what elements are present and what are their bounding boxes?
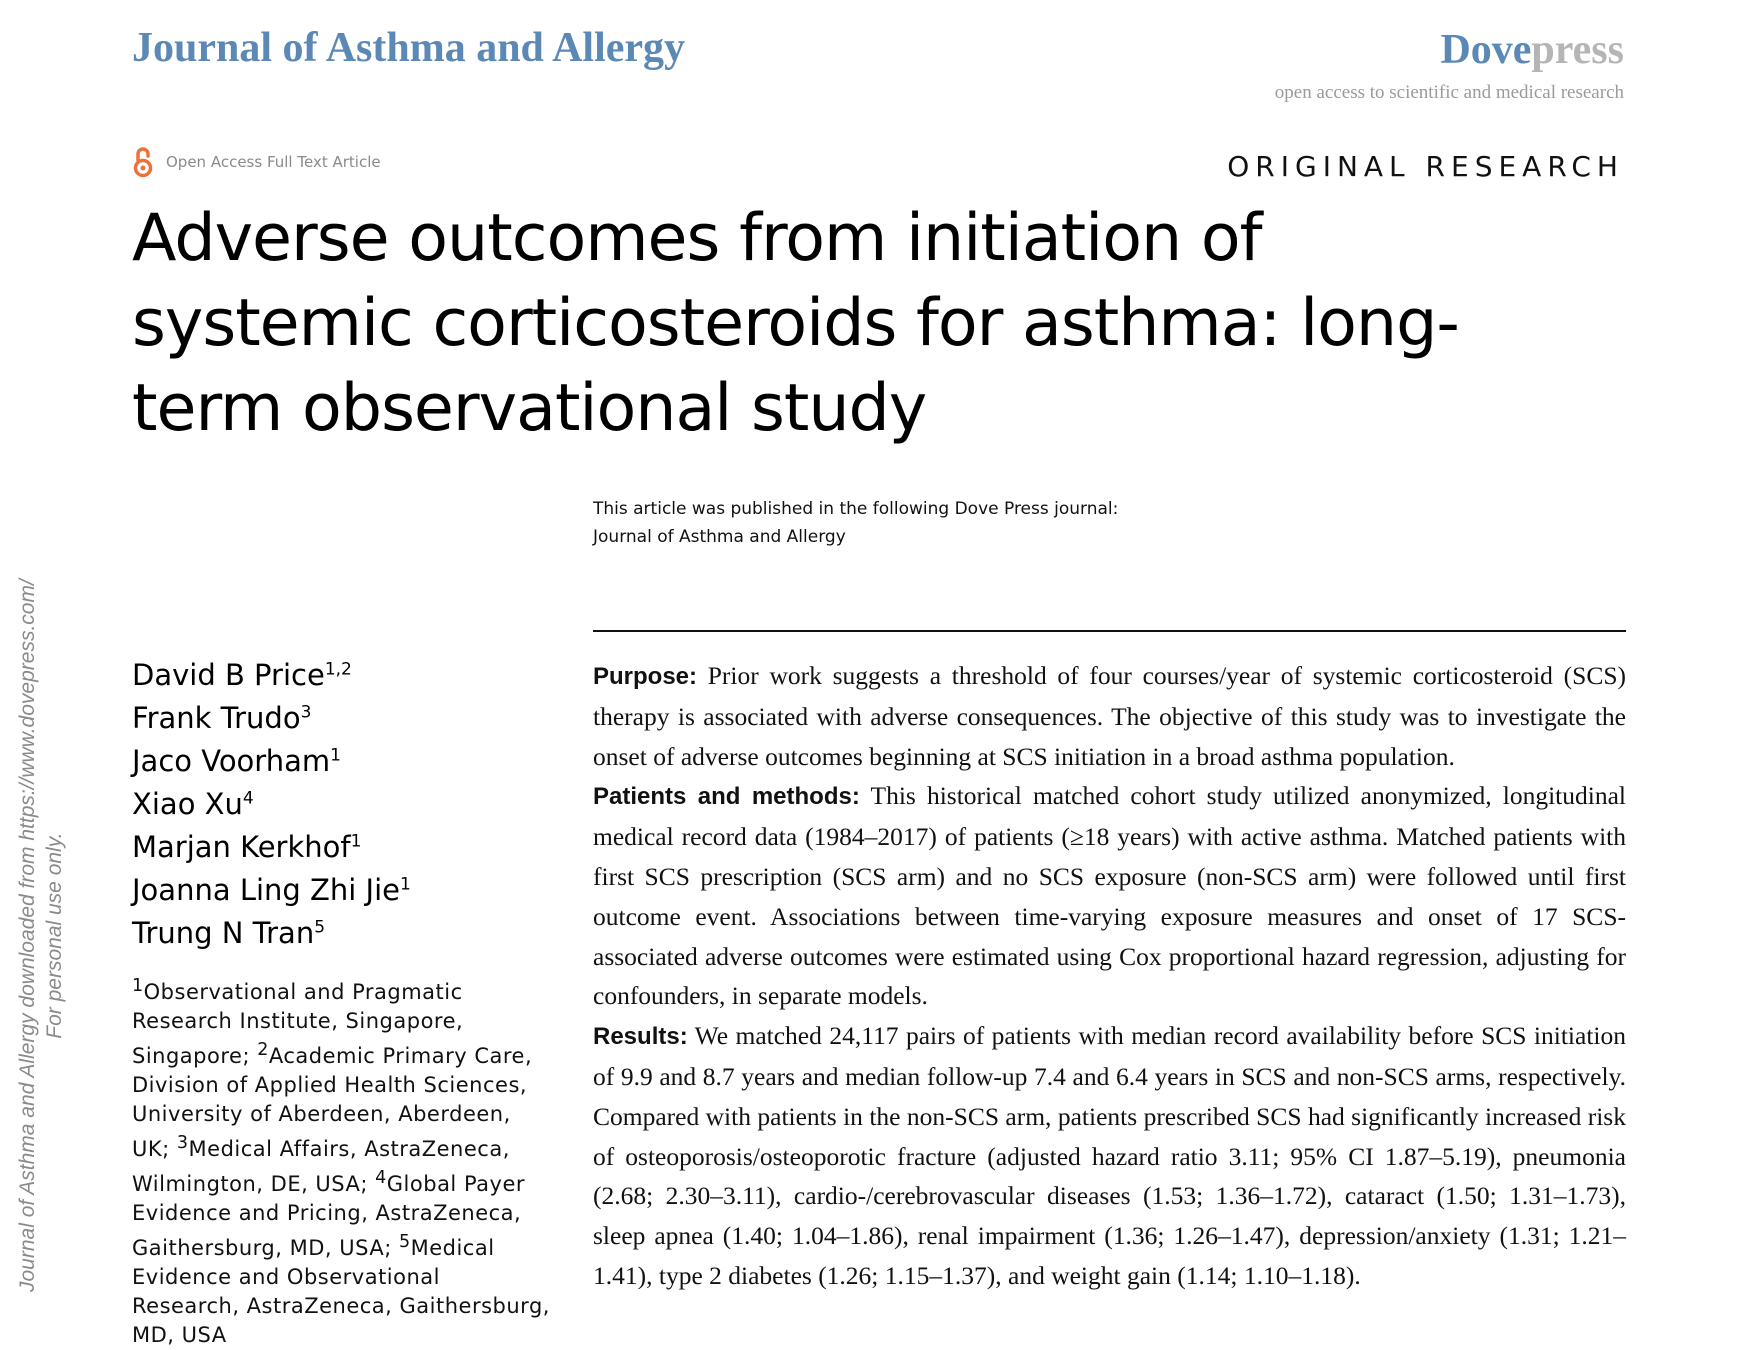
author-name: Frank Trudo [132, 701, 301, 735]
purpose-text: Prior work suggests a threshold of four courses/year of systemic corticosteroid (SCS) therapy is associated with adverse consequences. The objective of this study was to investigate the onset of adverse outcomes beginning at SCS initiation in a broad asthma population. [593, 661, 1626, 771]
author-name: Joanna Ling Zhi Jie [132, 873, 401, 907]
methods-label: Patients and methods: [593, 783, 860, 811]
article-title: Adverse outcomes from initiation of systemic corticosteroids for asthma: long-term observational study [132, 201, 1459, 446]
article-category: ORIGINAL RESEARCH [1227, 150, 1624, 183]
brand-press: press [1531, 27, 1624, 73]
open-access-icon [132, 146, 154, 178]
publication-note [593, 495, 1118, 551]
affiliation-text: Global Payer Evidence and Pricing, AstraZeneca, Gaithersburg, MD, USA; [132, 1172, 526, 1260]
results-text: We matched 24,117 pairs of patients with median record availability before SCS initiation of 9.9 and 8.7 years and median follow-up 7.4 and 6.4 years in SCS and non-SCS arms, respectively. Compared with patients in the non-SCS arm, patients prescribed SCS had significantly increased risk of osteoporosis/osteoporotic fracture (adjusted hazard ratio 3.11; 95% CI 1.87–5.19), pneumonia (2.68; 2.30–3.11), cardio-/cerebrovascular diseases (1.53; 1.36–1.72), cataract (1.50; 1.31–1.73), sleep apnea (1.40; 1.04–1.86), renal impairment (1.36; 1.26–1.47), depression/anxiety (1.31; 1.21–1.41), type 2 diabetes (1.26; 1.15–1.37), and weight gain (1.14; 1.10–1.18). [593, 1021, 1626, 1290]
purpose-label: Purpose: [593, 663, 698, 690]
author-name: Marjan Kerkhof [132, 830, 351, 864]
author-item [132, 826, 411, 869]
watermark-line1: Journal of Asthma and Allergy downloaded from https://www.dovepress.com/ [16, 579, 39, 1292]
affiliation-number: 5 [398, 1232, 411, 1252]
brand-dove: Dove [1440, 27, 1532, 73]
author-item [132, 912, 411, 955]
abstract-methods [593, 776, 1626, 1016]
author-name: David B Price [132, 658, 325, 692]
author-name: Jaco Voorham [132, 744, 331, 778]
author-affiliation-ref[interactable]: 5 [314, 917, 326, 938]
author-item [132, 740, 411, 783]
abstract [593, 656, 1626, 1296]
affiliation-text: Medical Affairs, AstraZeneca, Wilmington, DE, USA; [132, 1137, 510, 1196]
author-item [132, 654, 411, 697]
author-name: Trung N Tran [132, 916, 315, 950]
author-affiliation-ref[interactable]: 1 [350, 831, 362, 852]
journal-title: Journal of Asthma and Allergy [132, 25, 686, 71]
dovepress-logo [1275, 24, 1624, 76]
author-item [132, 783, 411, 826]
author-name: Xiao Xu [132, 787, 243, 821]
affiliations [132, 972, 552, 1350]
author-affiliation-ref[interactable]: 4 [242, 788, 254, 809]
affiliation-text: Observational and Pragmatic Research Institute, Singapore, Singapore; [132, 980, 464, 1068]
watermark-line2: For personal use only. [43, 832, 66, 1039]
publication-note-line2: Journal of Asthma and Allergy [593, 527, 846, 547]
author-affiliation-ref[interactable]: 1 [330, 745, 341, 766]
brand-tagline: open access to scientific and medical research [1274, 82, 1624, 103]
author-affiliation-ref[interactable]: 3 [300, 702, 312, 723]
abstract-results [593, 1016, 1626, 1296]
affiliation-number: 1 [132, 976, 144, 996]
methods-text: This historical matched cohort study utilized anonymized, longitudinal medical record data (1984–2017) of patients (≥18 years) with active asthma. Matched patients with first SCS prescription (SCS arm) and no SCS exposure (non-SCS arm) were followed until first outcome event. Associations between time-varying exposure measures and onset of 17 SCS-associated adverse outcomes were estimated using Cox proportional hazard regression, adjusting for confounders, in separate models. [593, 781, 1626, 1011]
affiliation-text: Medical Evidence and Observational Research, AstraZeneca, Gaithersburg, MD, USA [132, 1236, 550, 1347]
author-affiliation-ref[interactable]: 1 [400, 874, 411, 895]
publication-note-line1: This article was published in the following Dove Press journal: [593, 499, 1119, 519]
affiliation-number: 3 [176, 1133, 189, 1153]
section-divider [593, 630, 1626, 632]
author-affiliation-ref[interactable]: 1,2 [324, 659, 352, 680]
dovepress-brand [1275, 24, 1624, 104]
author-item [132, 697, 411, 740]
open-access-label: Open Access Full Text Article [166, 153, 381, 171]
abstract-purpose [593, 656, 1626, 776]
affiliation-text: Academic Primary Care, Division of Applied Health Sciences, University of Aberdeen, Aberdeen, UK; [132, 1044, 533, 1161]
author-item [132, 869, 411, 912]
author-list [132, 654, 411, 955]
download-watermark [14, 579, 68, 1292]
affiliation-number: 4 [375, 1168, 387, 1188]
results-label: Results: [593, 1023, 688, 1051]
open-access-badge [132, 146, 381, 178]
affiliation-number: 2 [257, 1040, 269, 1060]
